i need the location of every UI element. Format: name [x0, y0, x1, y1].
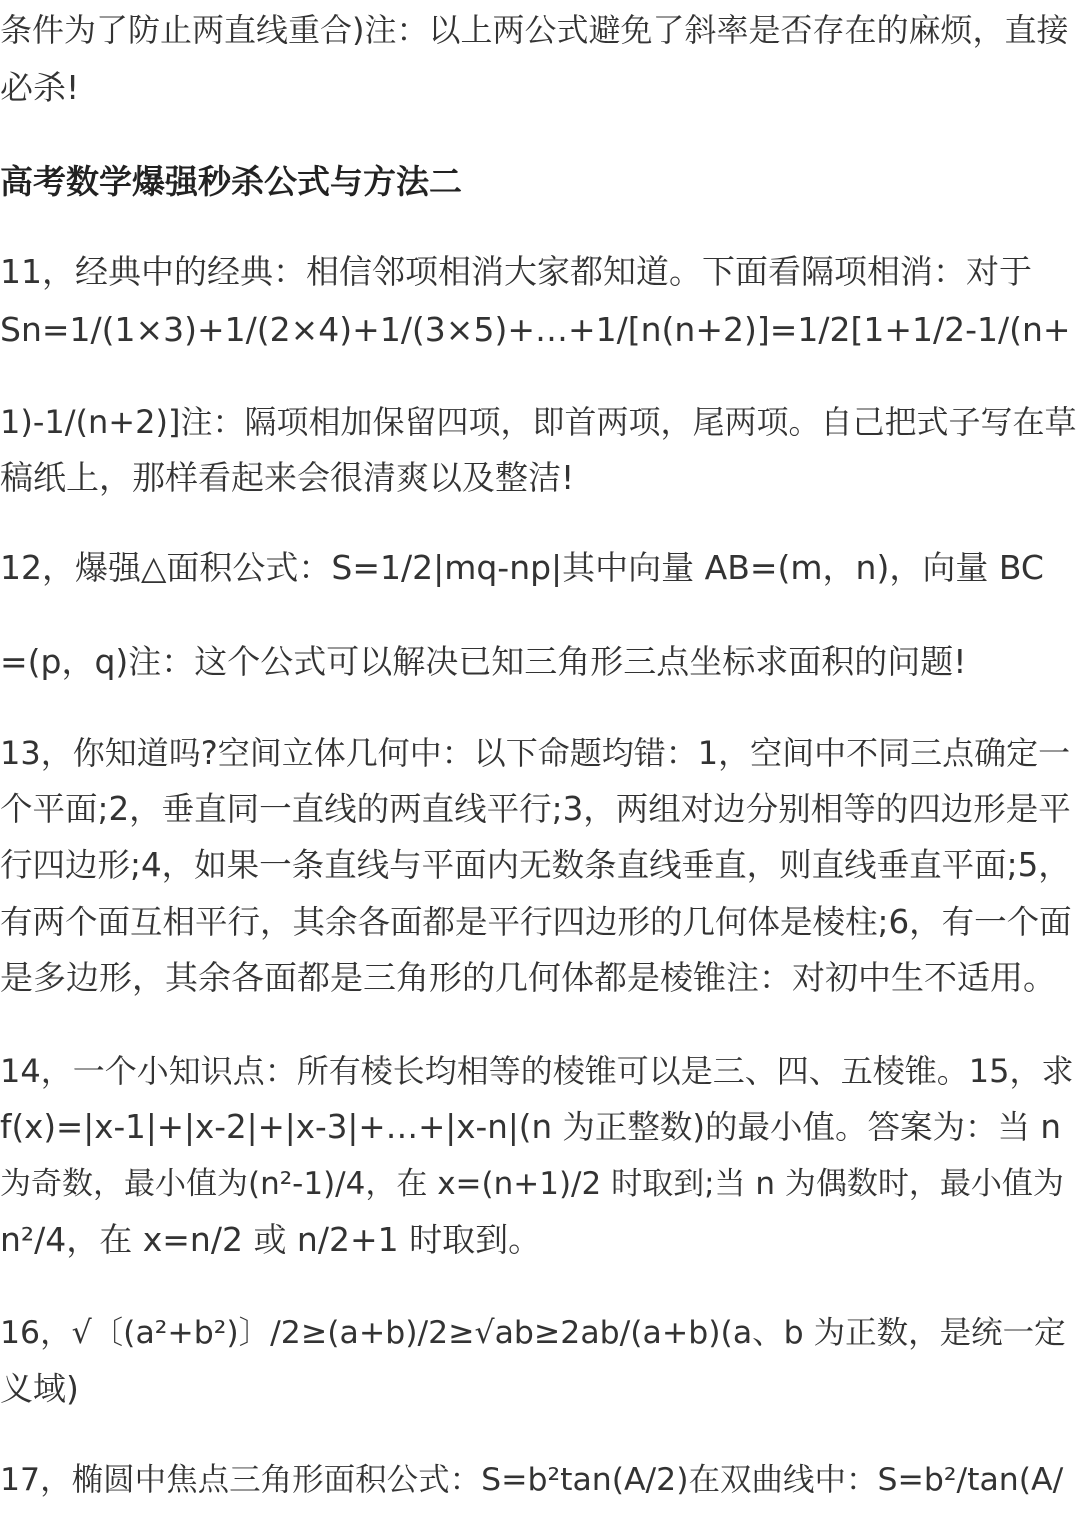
text-line: 稿纸上，那样看起来会很清爽以及整洁! — [0, 458, 575, 497]
text-line: 11，经典中的经典：相信邻项相消大家都知道。下面看隔项相消：对于 — [0, 252, 1032, 291]
text-line: 1)-1/(n+2)]注：隔项相加保留四项，即首两项，尾两项。自己把式子写在草 — [0, 403, 1077, 441]
text-line: 条件为了防止两直线重合)注：以上两公式避免了斜率是否存在的麻烦，直接 — [0, 11, 1069, 49]
section-heading: 高考数学爆强秒杀公式与方法二 — [0, 162, 462, 201]
text-line: 个平面;2，垂直同一直线的两直线平行;3，两组对边分别相等的四边形是平 — [0, 790, 1071, 828]
text-line: 14，一个小知识点：所有棱长均相等的棱锥可以是三、四、五棱锥。15，求 — [0, 1052, 1074, 1090]
text-line: 12，爆强△面积公式：S=1/2|mq-np|其中向量 AB=(m，n)，向量 BC — [0, 548, 1044, 587]
text-line: 有两个面互相平行，其余各面都是平行四边形的几何体是棱柱;6，有一个面 — [0, 903, 1072, 941]
formula-line: Sn=1/(1×3)+1/(2×4)+1/(3×5)+…+1/[n(n+2)]=1/2[1+1/2-1/(n+ — [0, 310, 1071, 349]
formula-line: f(x)=|x-1|+|x-2|+|x-3|+…+|x-n|(n 为正整数)的最小值。答案为：当 n — [0, 1108, 1061, 1146]
text-line: 为奇数，最小值为(n²-1)/4，在 x=(n+1)/2 时取到;当 n 为偶数时，最小值为 — [0, 1166, 1064, 1202]
formula-line: 17，椭圆中焦点三角形面积公式：S=b²tan(A/2)在双曲线中：S=b²/tan(A/ — [0, 1462, 1064, 1498]
text-line: n²/4，在 x=n/2 或 n/2+1 时取到。 — [0, 1220, 542, 1259]
text-line: =(p，q)注：这个公式可以解决已知三角形三点坐标求面积的问题! — [0, 642, 967, 681]
text-line: 13，你知道吗?空间立体几何中：以下命题均错：1，空间中不同三点确定一 — [0, 734, 1071, 772]
text-line: 必杀! — [0, 68, 80, 107]
formula-line: 16，√〔(a²+b²)〕/2≥(a+b)/2≥√ab≥2ab/(a+b)(a、b 为正数，是统一定 — [0, 1315, 1066, 1351]
text-line: 是多边形，其余各面都是三角形的几何体都是棱锥注：对初中生不适用。 — [0, 958, 1056, 997]
text-line: 义域) — [0, 1369, 79, 1408]
text-line: 行四边形;4，如果一条直线与平面内无数条直线垂直，则直线垂直平面;5， — [0, 846, 1071, 884]
